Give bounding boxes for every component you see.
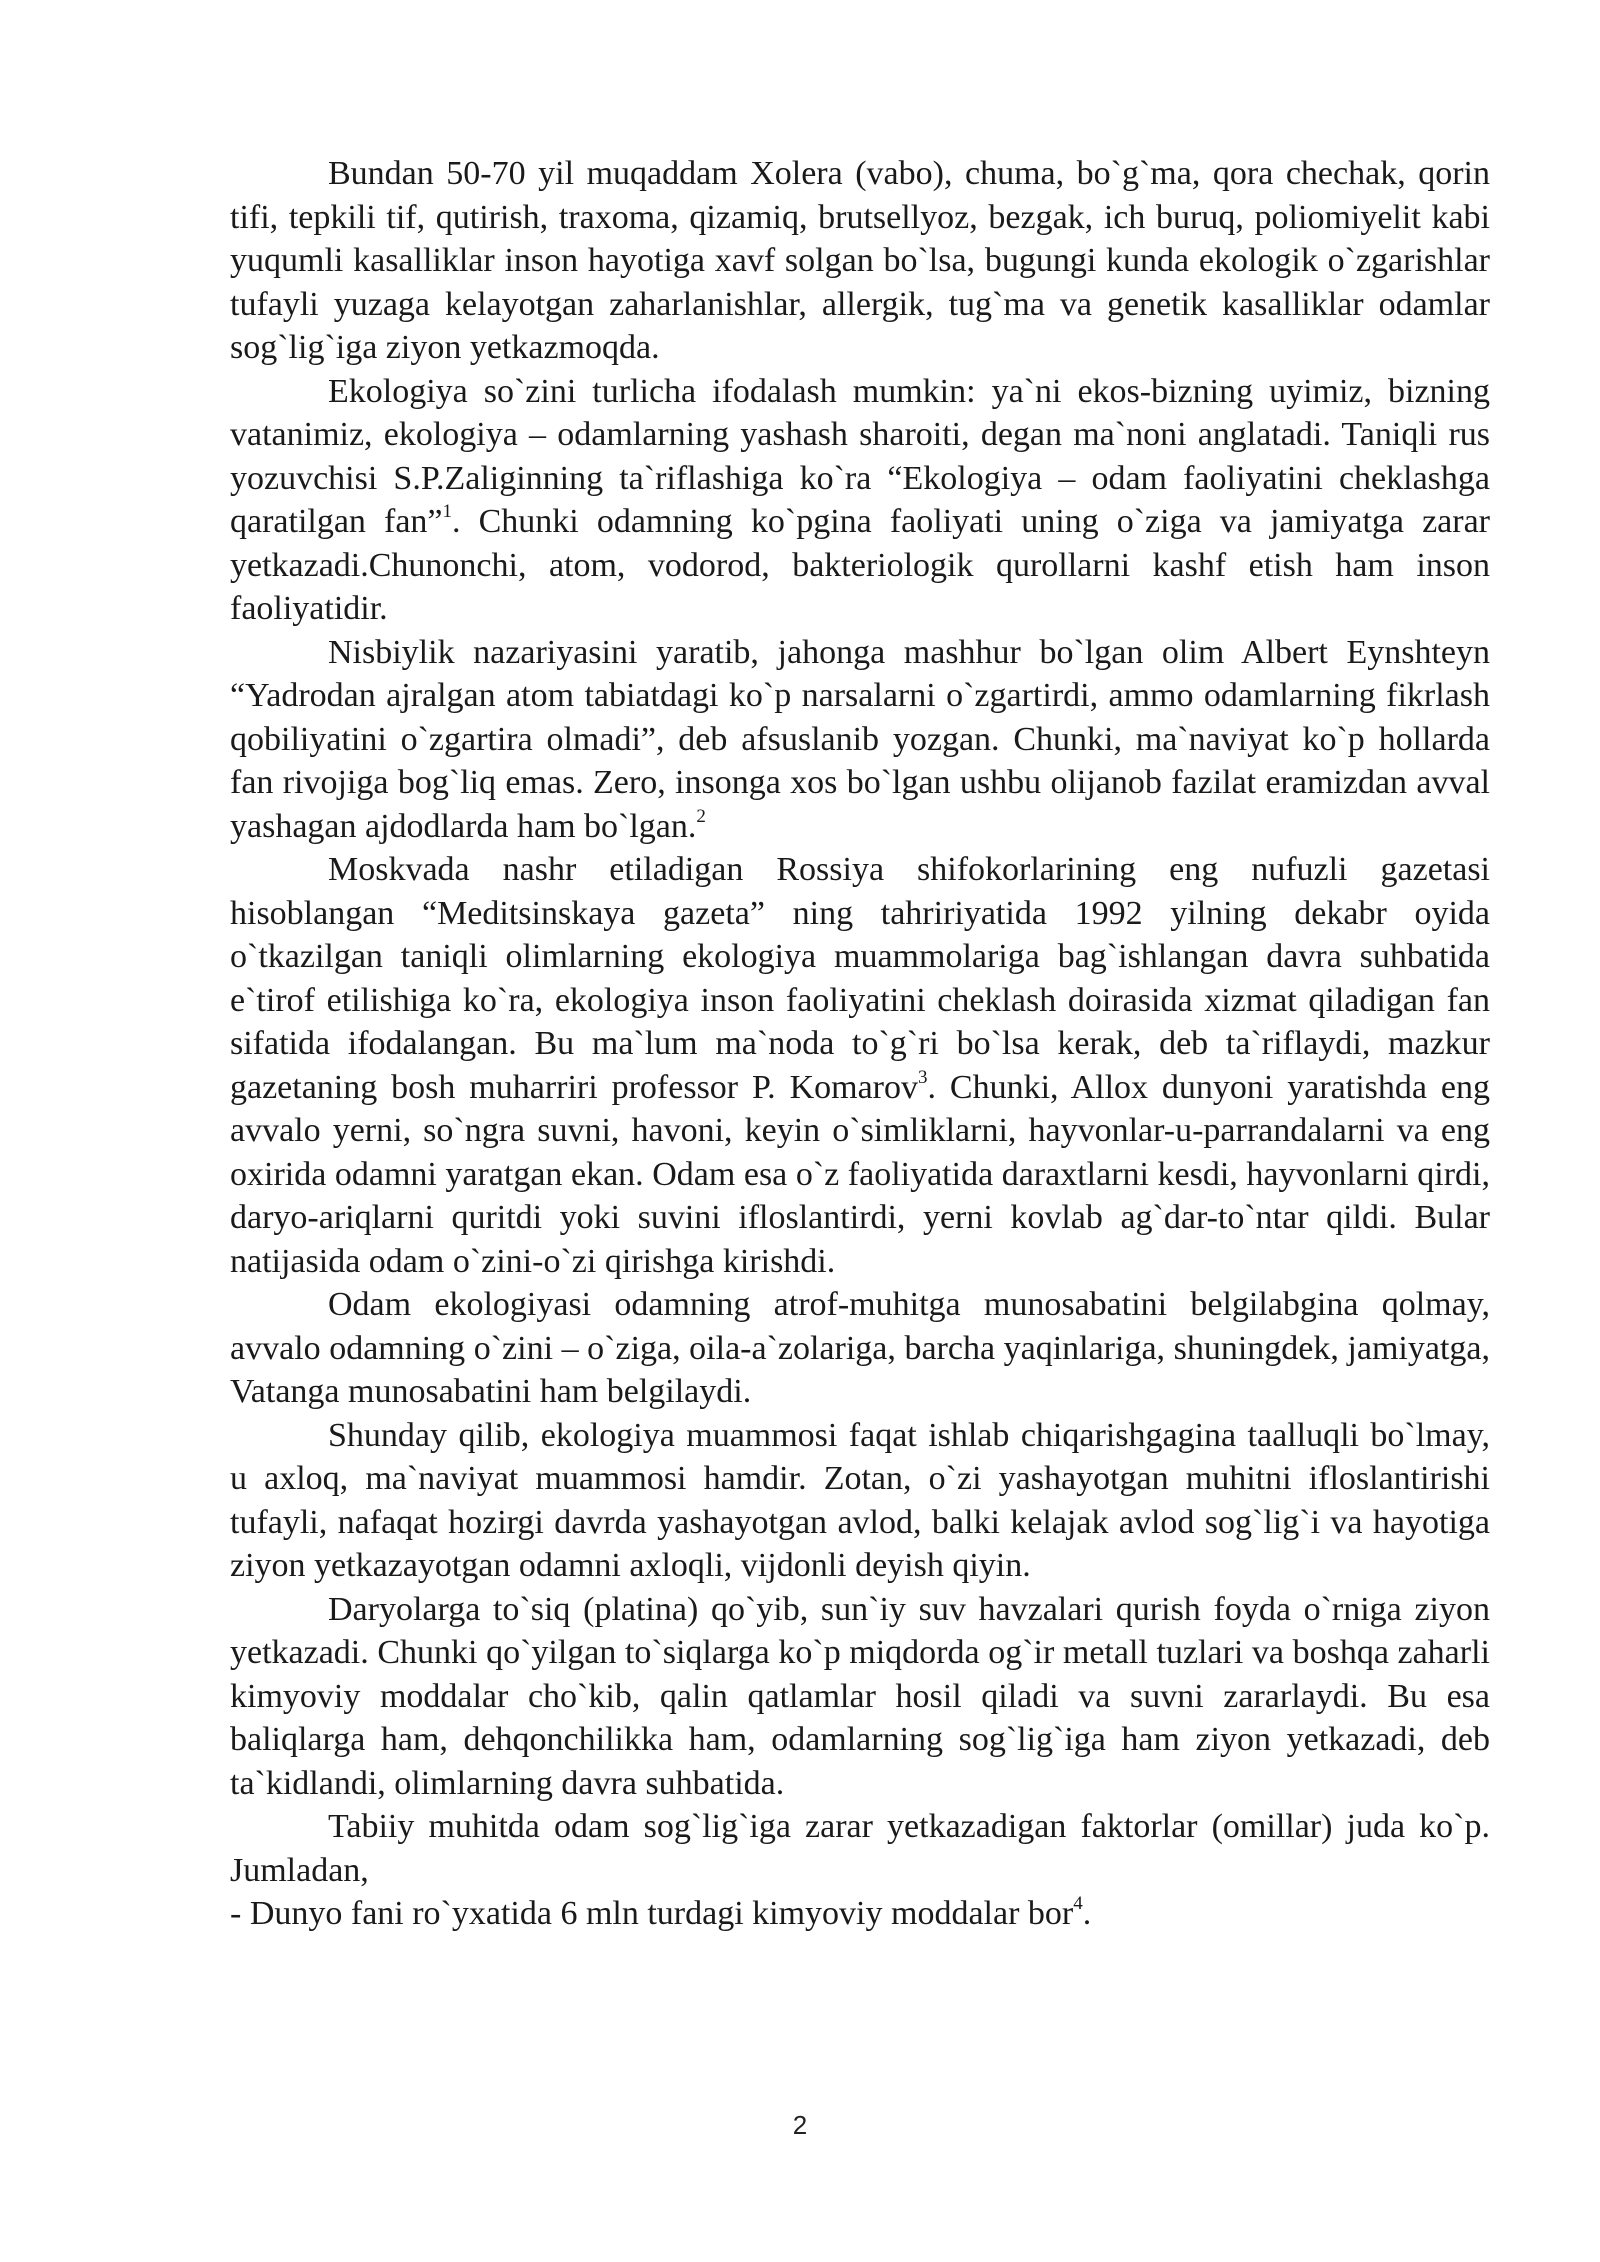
paragraph-1: Bundan 50-70 yil muqaddam Xolera (vabo), chuma, bo`g`ma, qora chechak, qorin tifi, tepkili tif, qutirish, traxoma, qizamiq, brutsellyoz, bezgak, ich buruq, poliomiyelit kabi yuqumli kasalliklar inson hayotiga xavf solgan bo`lsa, bugungi kunda ekologik o`zgarishlar tufayli yuzaga kelayotgan zaharlanishlar, allergik, tug`ma va genetik kasalliklar odamlar sog`lig`iga ziyon yetkazmoqda. [230, 155, 1490, 366]
list-item-text: - Dunyo fani ro`yxatida 6 mln turdagi kimyoviy moddalar bor [230, 1895, 1074, 1932]
paragraph-text: . Chunki odamning ko`pgina faoliyati uning o`ziga va jamiyatga zarar yetkazadi.Chunonchi, atom, vodorod, bakteriologik qurollarni kashf etish ham inson faoliyatidir. [230, 503, 1491, 627]
paragraph-text: Ekologiya so`zini turlicha ifodalash mumkin: ya`ni ekos-bizning uyimiz, bizning vatanimiz, ekologiya – odamlarning yashash sharoiti, degan ma`noni anglatadi. Taniqli rus yozuvchisi S.P.Zaliginning ta`riflashiga ko`ra “Ekologiya – odam faoliyatini cheklashga qaratilgan fan” [230, 372, 1490, 540]
footnote-ref-2[interactable]: 2 [696, 805, 706, 827]
footnote-ref-4[interactable]: 4 [1073, 1893, 1083, 1914]
page-number: 2 [792, 2110, 808, 2140]
paragraph-4 [230, 848, 1490, 1283]
list-item-text: . [1082, 1895, 1092, 1932]
paragraph-text: . Chunki, Allox dunyoni yaratishda eng avvalo yerni, so`ngra suvni, havoni, keyin o`simliklarni, hayvonlar-u-parrandalarni va eng oxirida odamni yaratgan ekan. Odam esa o`z faoliyatida daraxtlarni kesdi, hayvonlarni qirdi, daryo-ariqlarni quritdi yoki suvini ifloslantirdi, yerni kovlab ag`dar-to`ntar qildi. Bular natijasida odam o`zini-o`zi qirishga kirishdi. [230, 1068, 1490, 1280]
paragraph-2 [230, 370, 1490, 631]
paragraph-5: Odam ekologiyasi odamning atrof-muhitga munosabatini belgilabgina qolmay, avvalo odamning o`zini – o`ziga, oila-a`zolariga, barcha yaqinlariga, shuningdek, jamiyatga, Vatanga munosabatini ham belgilaydi. [230, 1286, 1490, 1410]
paragraph-6: Shunday qilib, ekologiya muammosi faqat ishlab chiqarishgagina taalluqli bo`lmay, u axloq, ma`naviyat muammosi hamdir. Zotan, o`zi yashayotgan muhitni ifloslantirishi tufayli, nafaqat hozirgi davrda yashayotgan avlod, balki kelajak avlod sog`lig`i va hayotiga ziyon yetkazayotgan odamni axloqli, vijdonli deyish qiyin. [230, 1416, 1490, 1584]
paragraph-text: Nisbiylik nazariyasini yaratib, jahonga mashhur bo`lgan olim Albert Eynshteyn “Yadrodan ajralgan atom tabiatdagi ko`p narsalarni o`zgartirdi, ammo odamlarning fikrlash qobiliyatini o`zgartira olmadi”, deb afsuslanib yozgan. Chunki, ma`naviyat ko`p hollarda fan rivojiga bog`liq emas. Zero, insonga xos bo`lgan ushbu olijanob fazilat eramizdan avval yashagan ajdodlarda ham bo`lgan. [230, 633, 1490, 845]
paragraph-3 [230, 631, 1490, 849]
paragraph-8: Tabiiy muhitda odam sog`lig`iga zarar yetkazadigan faktorlar (omillar) juda ko`p. Jumladan, [230, 1808, 1490, 1889]
paragraph-7: Daryolarga to`siq (platina) qo`yib, sun`iy suv havzalari qurish foyda o`rniga ziyon yetkazadi. Chunki qo`yilgan to`siqlarga ko`p miqdorda og`ir metall tuzlari va boshqa zaharli kimyoviy moddalar cho`kib, qalin qatlamlar hosil qiladi va suvni zararlaydi. Bu esa baliqlarga ham, dehqonchilikka ham, odamlarning sog`lig`iga ham ziyon yetkazadi, deb ta`kidlandi, olimlarning davra suhbatida. [230, 1590, 1490, 1802]
list-item [230, 1892, 1490, 1936]
document-page [230, 152, 1490, 1936]
paragraph-text: Moskvada nashr etiladigan Rossiya shifokorlarining eng nufuzli gazetasi hisoblangan “Meditsinskaya gazeta” ning tahririyatida 1992 yilning dekabr oyida o`tkazilgan taniqli olimlarning ekologiya muammolariga bag`ishlangan davra suhbatida e`tirof etilishiga ko`ra, ekologiya inson faoliyatini cheklash doirasida xizmat qiladigan fan sifatida ifodalangan. Bu ma`lum ma`noda to`g`ri bo`lsa kerak, deb ta`riflaydi, mazkur gazetaning bosh muharriri professor P. Komarov [230, 851, 1490, 1106]
footnote-ref-3[interactable]: 3 [918, 1066, 928, 1088]
footnote-ref-1[interactable]: 1 [442, 501, 453, 522]
